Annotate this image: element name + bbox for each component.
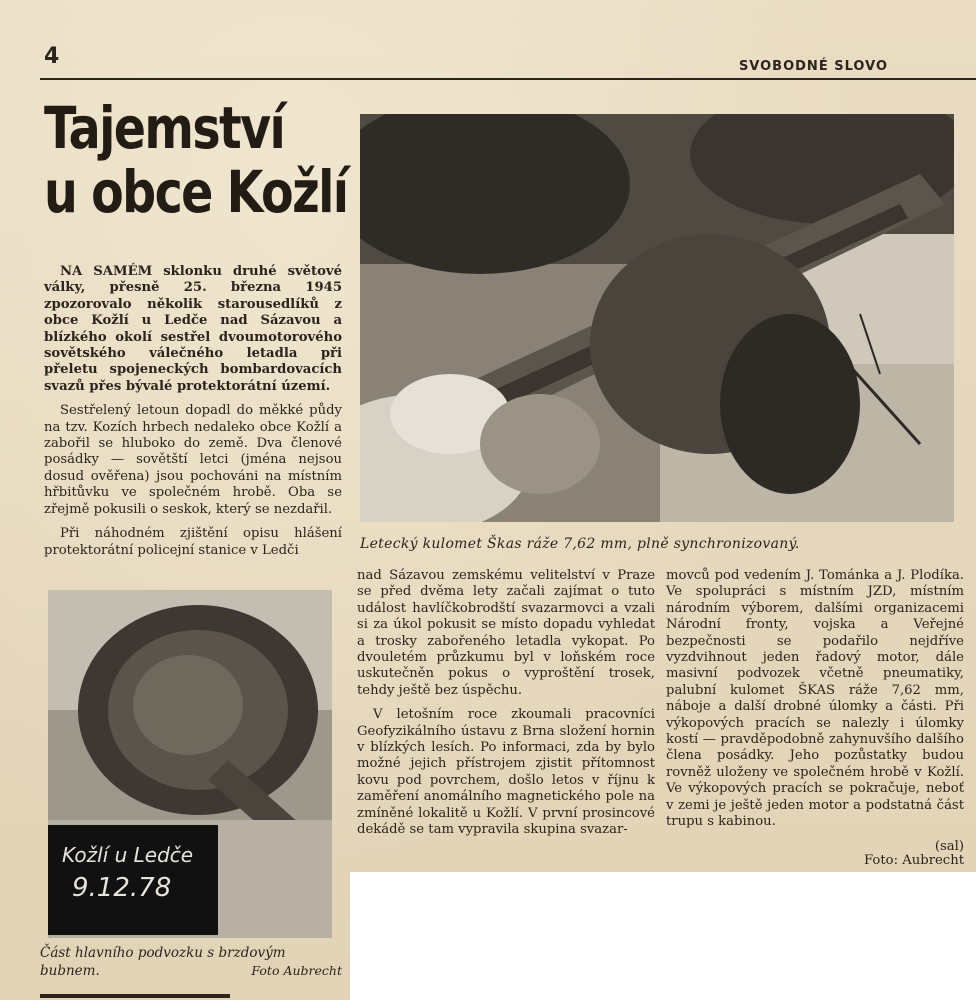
small-photo-caption — [40, 944, 342, 980]
bottom-rule — [40, 994, 230, 998]
page-number: 4 — [44, 44, 60, 69]
author-tag: (sal) — [934, 838, 964, 854]
masthead: SVOBODNÉ SLOVO — [738, 59, 888, 74]
article-column-left — [44, 264, 342, 567]
photo-sign-date: 9.12.78 — [72, 873, 172, 903]
article-paragraph: Při náhodném zjištění opisu hlášení protektorátní policejní stanice v Ledči — [44, 526, 342, 558]
headline — [44, 94, 348, 226]
article-paragraph: Sestřelený letoun dopadl do měkké půdy na tzv. Kozích hrbech nedaleko obce Kožlí a zabořil se hluboko do země. Dva členové posádky — sovětští letci (jména nejsou dosud ověřena) jsou pochováni na místním hřbitůvku ve společném hrobě. Oba se zřejmě pokusili o seskok, který se nezdařil. — [44, 403, 342, 517]
small-photo-credit: Foto Aubrecht — [251, 963, 342, 978]
headline-line-2: u obce Kožlí — [44, 158, 348, 226]
article-column-middle — [357, 568, 655, 847]
article-paragraph: movců pod vedením J. Tománka a J. Plodíka. Ve spolupráci s místním JZD, místním národním výborem, dalšími organizacemi Národní fronty, vojska a Veřejné bezpečnosti se podařilo nejdříve vyzdvihnout jeden řadový motor, dále masivní podvozek včetně pneumatiky, palubní kulomet ŠKAS ráže 7,62 mm, náboje a další drobné úlomky a části. Při výkopových pracích se nalezly i úlomky kostí — pravděpodobně zahynuvšího dalšího člena posádky. Jeho pozůstatky budou rovněž uloženy ve společném hrobě v Kožlí. Ve výkopových pracích se pokračuje, neboť v zemi je ještě jeden motor a podstatná část trupu s kabinou. — [666, 568, 964, 830]
blank-area — [350, 872, 976, 1000]
small-photo-landing-gear — [48, 590, 332, 938]
photo-machine-gun-illustration — [360, 114, 954, 522]
article-paragraph: V letošním roce zkoumali pracovníci Geofyzikálního ústavu z Brna složení hornin v blízkých lesích. Po informaci, zda by bylo možné jejich přístrojem zjistit přítomnost kovu pod povrchem, došlo letos v říjnu k zaměření anomálního magnetického pole na zmíněné lokalitě u Kožlí. V první prosincové dekádě se tam vypravila skupina svazar- — [357, 707, 655, 838]
article-column-right — [666, 568, 964, 869]
article-paragraph: nad Sázavou zemskému velitelství v Praze se před dvěma lety začali zajímat o tuto událost havlíčkobrodští svazarmovci a vzali si za úkol pokusit se místo dopadu vyhledat a trosky zabořeného letadla vykopat. Po dvouletém průzkumu byl v loňském roce uskutečněn pokus o vyproštění trosek, tehdy ještě bez úspěchu. — [357, 568, 655, 698]
header-rule — [40, 78, 976, 80]
photo-credit: Foto: Aubrecht — [864, 852, 964, 868]
photo-sign-place: Kožlí u Ledče — [62, 843, 194, 867]
photo-landing-gear-illustration — [48, 590, 332, 938]
main-photo-machine-gun — [360, 114, 954, 522]
lead-paragraph: NA SAMÉM sklonku druhé světové války, přesně 25. března 1945 zpozorovalo několik starousedlíků z obce Kožlí u Ledče nad Sázavou a blízkého okolí sestřel dvoumotorového sovětského válečného letadla při přeletu spojeneckých bombardovacích svazů přes bývalé protektorátní území. — [44, 264, 342, 394]
small-caption-text: Část hlavního podvozku s brzdovým bubnem. — [40, 945, 286, 979]
main-photo-caption: Letecký kulomet Škas ráže 7,62 mm, plně synchronizovaný. — [360, 536, 800, 552]
headline-line-1: Tajemství — [44, 94, 285, 162]
